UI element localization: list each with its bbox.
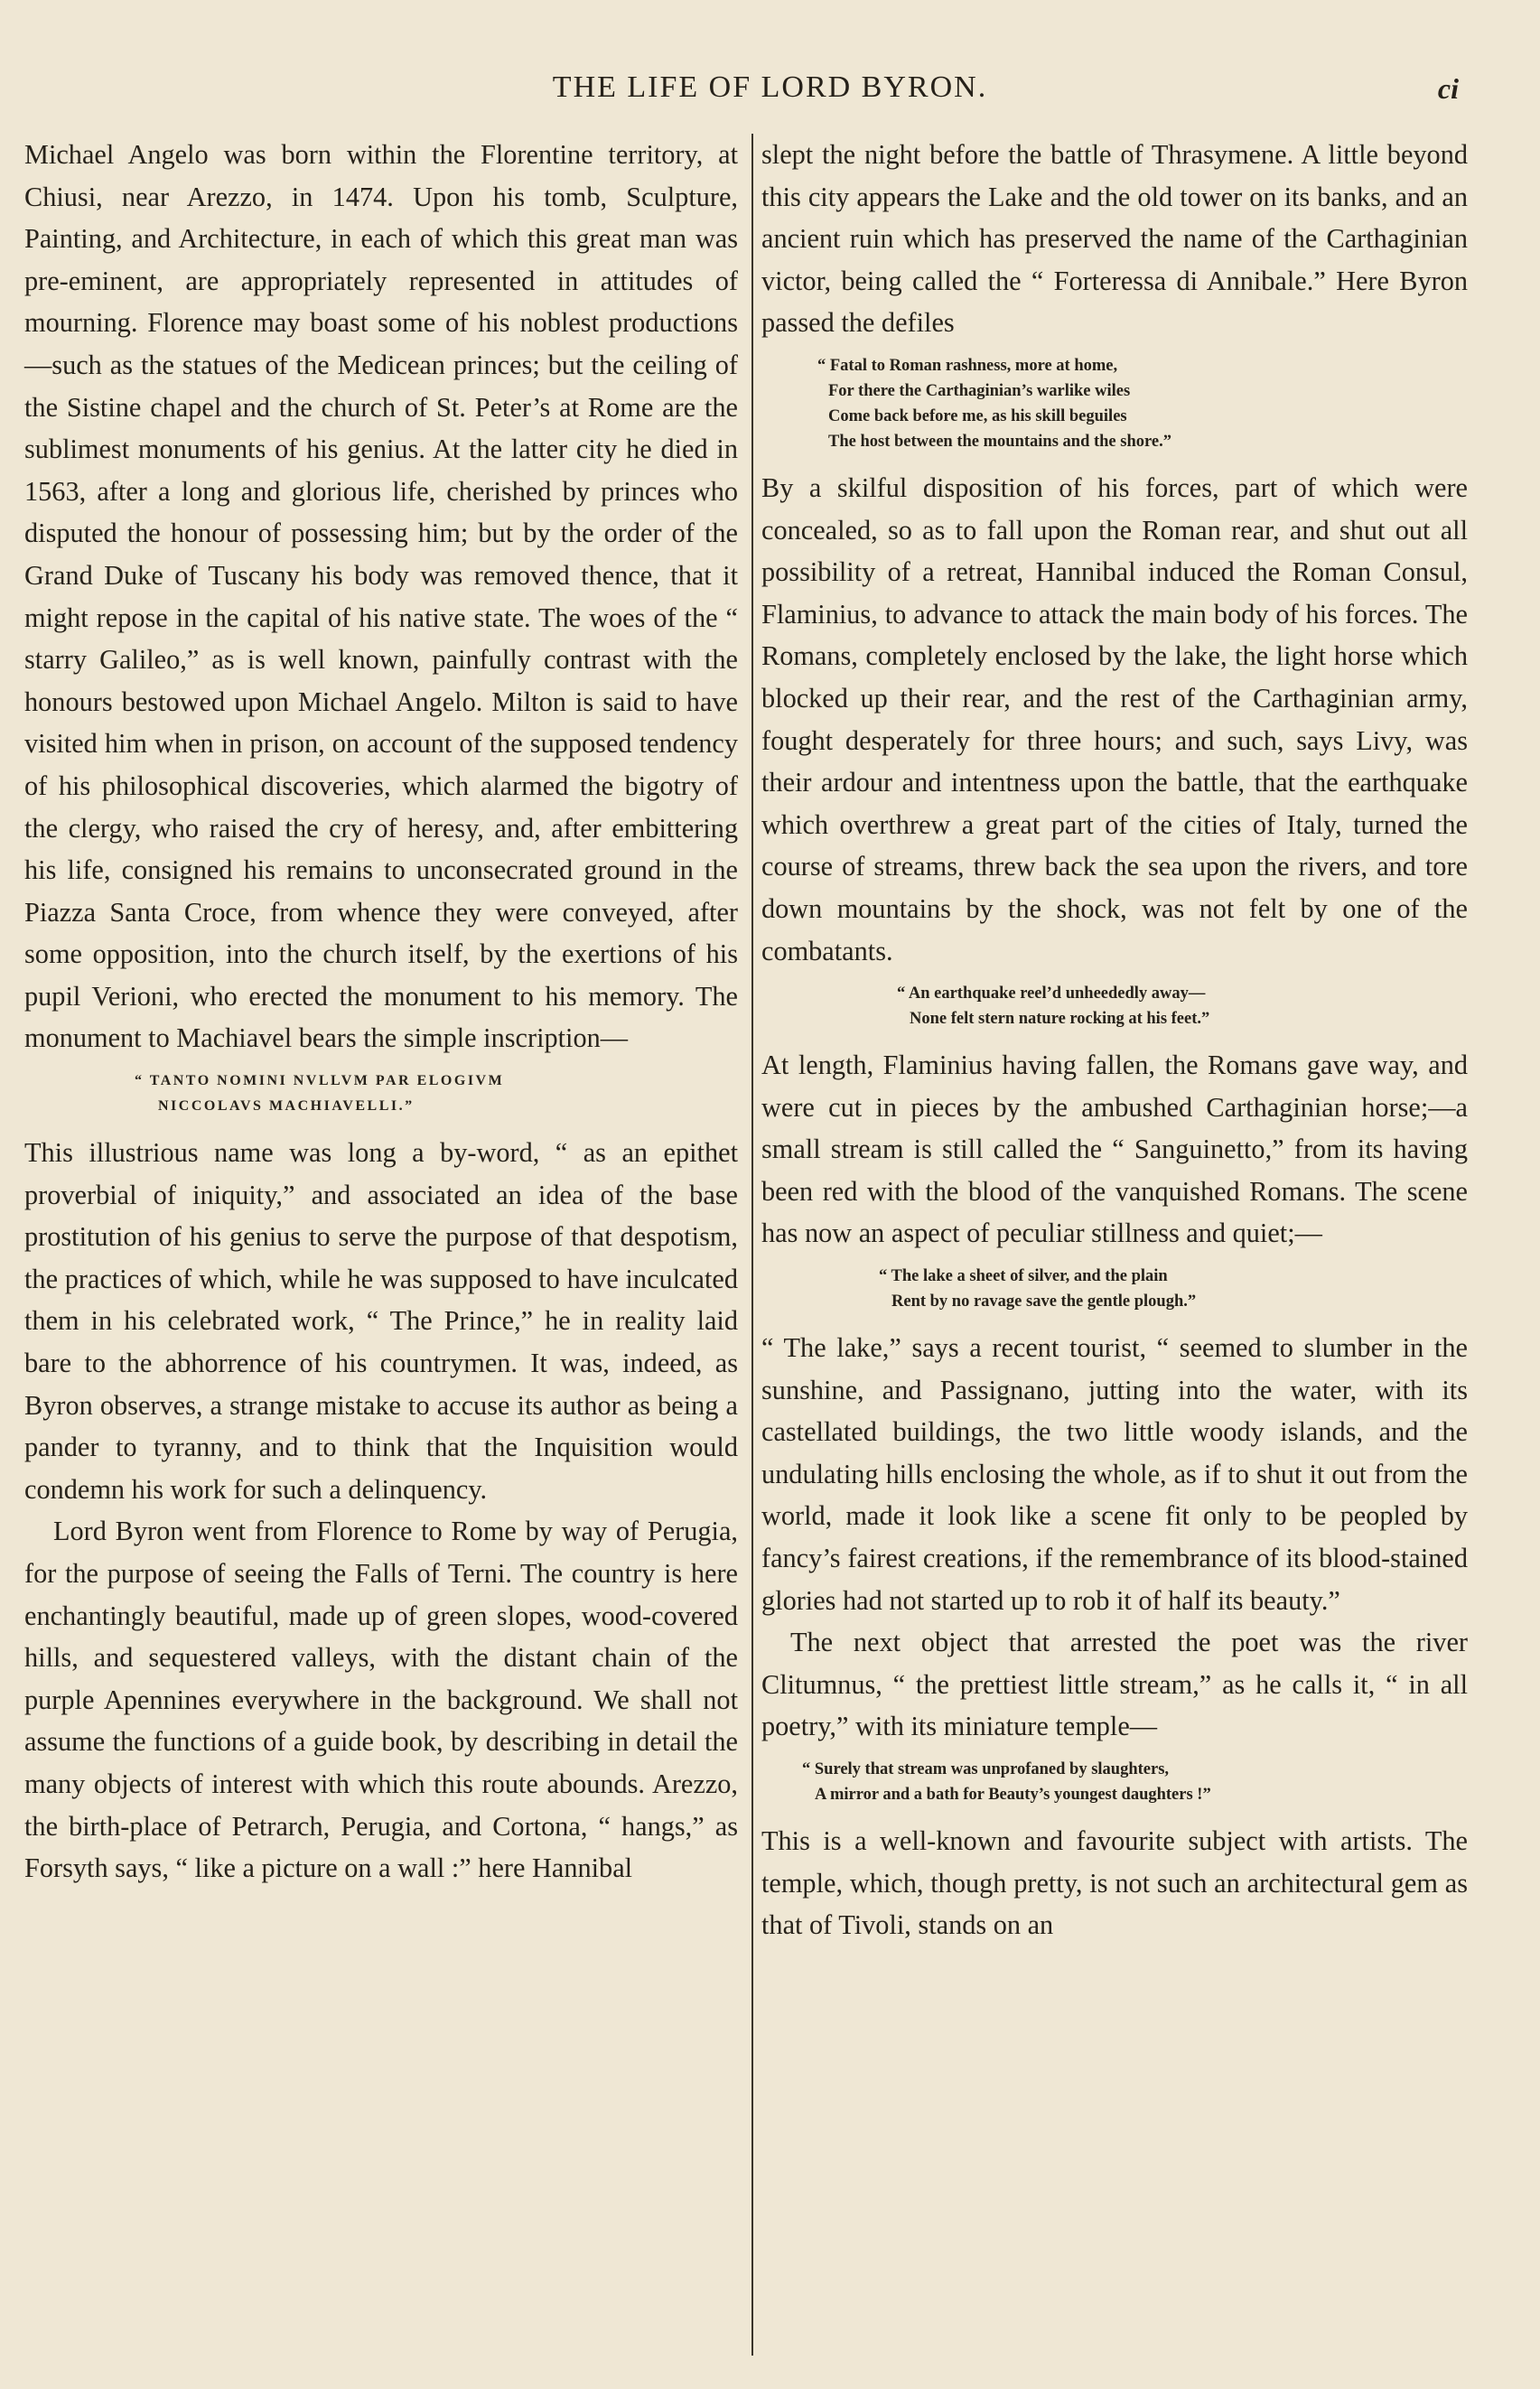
quote-line: “ Surely that stream was unprofaned by slaughters, (802, 1760, 1170, 1778)
running-title: THE LIFE OF LORD BYRON. (552, 70, 988, 104)
quote-line: NICCOLAVS MACHIAVELLI.” (158, 1098, 415, 1115)
verse-quote (761, 1757, 1468, 1807)
paragraph: Michael Angelo was born within the Florentine territory, at Chiusi, near Arezzo, in 1474. Upon his tomb, Sculpture, Painting, and Architecture, in each of which this great man was pre-eminent, are appropriately represented in attitudes of mourning. Florence may boast some of his noblest productions—such as the statues of the Medicean princes; but the ceiling of the Sistine chapel and the church of St. Peter’s at Rome are the sublimest monuments of his genius. At the latter city he died in 1563, after a long and glorious life, cherished by princes who disputed the honour of possessing him; but by the order of the Grand Duke of Tuscany his body was removed thence, that it might repose in the capital of his native state. The woes of the “ starry Galileo,” as is well known, painfully contrast with the honours bestowed upon Michael Angelo. Milton is said to have visited him when in prison, on account of the supposed tendency of his philosophical discoveries, which alarmed the bigotry of the clergy, who raised the cry of heresy, and, after embittering his life, consigned his remains to unconsecrated ground in the Piazza Santa Croce, from whence they were conveyed, after some opposition, into the church itself, by the exertions of his pupil Verioni, who erected the monument to his memory. The monument to Machiavel bears the simple inscription— (24, 139, 738, 1054)
paragraph: At length, Flaminius having fallen, the Romans gave way, and were cut in pieces by the ambushed Carthaginian horse;—a small stream is still called the “ Sanguinetto,” from its having been red with the blood of the vanquished Romans. The scene has now an aspect of peculiar stillness and quiet;— (761, 1050, 1468, 1249)
quote-line: “ An earthquake reel’d unheededly away— (897, 985, 1206, 1003)
paragraph: Lord Byron went from Florence to Rome by way of Perugia, for the purpose of seeing the Falls of Terni. The country is here enchantingly beautiful, made up of green slopes, wood-covered hills, and sequestered valleys, with the distant chain of the purple Apennines everywhere in the background. We shall not assume the functions of a guide book, by describing in detail the many objects of interest with which this route abounds. Arezzo, the birth-place of Petrarch, Perugia, and Cortona, “ hangs,” as Forsyth says, “ like a picture on a wall :” here Hannibal (24, 1516, 738, 1884)
verse-quote (761, 353, 1468, 454)
quote-line: Rent by no ravage save the gentle plough.” (891, 1292, 1197, 1311)
quote-line: “ TANTO NOMINI NVLLVM PAR ELOGIVM (135, 1073, 505, 1089)
right-column (761, 134, 1468, 1946)
quote-line: For there the Carthaginian’s warlike wiles (828, 381, 1131, 400)
paragraph: slept the night before the battle of Thrasymene. A little beyond this city appears the Lake and the old tower on its banks, and an ancient ruin which has preserved the name of the Carthaginian victor, being called the “ Forteressa di Annibale.” Here Byron passed the defiles (761, 139, 1468, 339)
page-number: ci (1437, 72, 1459, 105)
inscription-quote (24, 1069, 738, 1119)
verse-quote (761, 981, 1468, 1031)
paragraph: “ The lake,” says a recent tourist, “ seemed to slumber in the sunshine, and Passignano, jutting into the water, with its castellated buildings, the two little woody islands, and the undulating hills enclosing the whole, as if to shut it out from the world, made it look like a scene fit only to be peopled by fancy’s fairest creations, if the remembrance of its blood-stained glories had not started up to rob it of half its beauty.” (761, 1332, 1468, 1616)
verse-quote (761, 1264, 1468, 1314)
paragraph: This is a well-known and favourite subject with artists. The temple, which, though pretty, is not such an architectural gem as that of Tivoli, stands on an (761, 1825, 1468, 1941)
quote-line: “ Fatal to Roman rashness, more at home, (817, 356, 1118, 375)
quote-line: A mirror and a bath for Beauty’s youngest daughters !” (815, 1786, 1211, 1804)
quote-line: “ The lake a sheet of silver, and the plain (879, 1267, 1168, 1286)
quote-line: None felt stern nature rocking at his feet.” (910, 1010, 1210, 1029)
paragraph: By a skilful disposition of his forces, part of which were concealed, so as to fall upon the Roman rear, and shut out all possibility of a retreat, Hannibal induced the Roman Consul, Flaminius, to advance to attack the main body of his forces. The Romans, completely enclosed by the lake, the light horse which blocked up their rear, and the rest of the Carthaginian army, fought desperately for three hours; and such, says Livy, was their ardour and intentness upon the battle, that the earthquake which overthrew a great part of the cities of Italy, turned the course of streams, threw back the sea upon the rivers, and tore down mountains by the shock, was not felt by one of the combatants. (761, 471, 1468, 966)
paragraph: This illustrious name was long a by-word, “ as an epithet proverbial of iniquity,” and associated an idea of the base prostitution of his genius to serve the purpose of that despotism, the practices of which, while he was supposed to have inculcated them in his celebrated work, “ The Prince,” he in reality laid bare to the abhorrence of his countrymen. It was, indeed, as Byron observes, a strange mistake to accuse its author as being a pander to tyranny, and to think that the Inquisition would condemn his work for such a delinquency. (24, 1137, 738, 1505)
paragraph: The next object that arrested the poet was the river Clitumnus, “ the prettiest little stream,” as he calls it, “ in all poetry,” with its miniature temple— (761, 1627, 1468, 1742)
column-divider (751, 134, 753, 2356)
quote-line: The host between the mountains and the shore.” (828, 432, 1171, 451)
left-column (24, 134, 738, 1890)
quote-line: Come back before me, as his skill beguiles (828, 406, 1127, 425)
